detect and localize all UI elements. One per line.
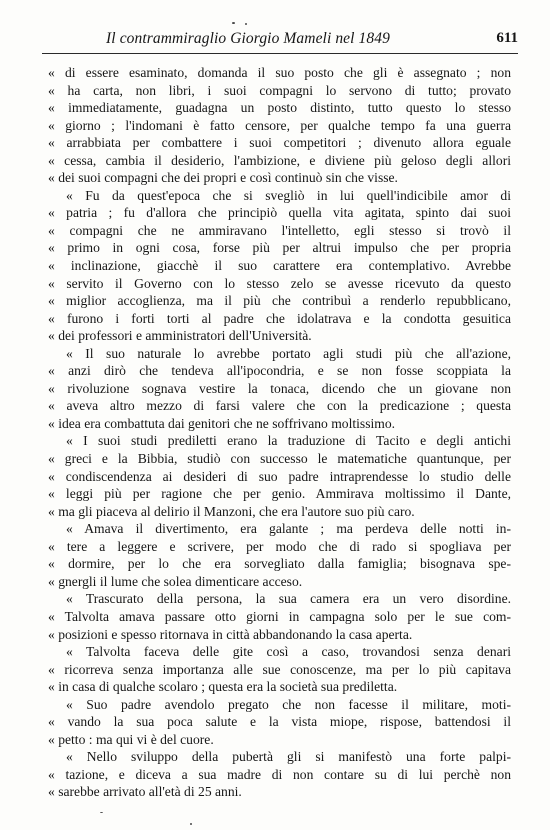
text-line: « anzi dirò che tendeva all'ipocondria, e se non fosse scoppiata la xyxy=(48,363,511,379)
text-line: « inclinazione, giacchè il suo carattere era contemplativo. Avrebbe xyxy=(48,258,511,274)
body-text xyxy=(48,64,511,801)
text-line: « aveva altro mezzo di farsi valere che con la predicazione ; questa xyxy=(48,398,511,414)
text-line: « gnergli il lume che solea dimenticare acceso. xyxy=(48,573,303,589)
scan-speck xyxy=(232,22,235,24)
text-line: « vando la sua poca salute e la vista miope, rispose, battendosi il xyxy=(48,714,511,730)
text-line: « servito il Governo con lo stesso zelo se avesse ricevuto da questo xyxy=(48,275,511,291)
text-line: « I suoi studi prediletti erano la traduzione di Tacito e degli antichi xyxy=(66,433,511,449)
text-line: « Amava il divertimento, era galante ; ma perdeva delle notti in- xyxy=(66,521,511,537)
text-line: « giorno ; l'indomani è fatto censore, per qualche tempo fa una guerra xyxy=(48,117,511,133)
text-line: « Nello sviluppo della pubertà gli si manifestò una forte palpi- xyxy=(66,749,511,765)
text-line: « Suo padre avendolo pregato che non facesse il militare, moti- xyxy=(66,696,511,712)
text-line: « Talvolta faceva delle gite così a caso, trovandosi senza denari xyxy=(66,644,511,660)
scan-speck xyxy=(100,812,103,813)
text-line: « Talvolta amava passare otto giorni in campagna solo per le sue com- xyxy=(48,608,511,624)
running-title: Il contrammiraglio Giorgio Mameli nel 1849 xyxy=(106,30,390,47)
running-header xyxy=(40,26,518,54)
text-line: « miglior accoglienza, ma il più che contribuì a renderlo repubblicano, xyxy=(48,293,511,309)
text-line: « dei suoi compagni che dei propri e così continuò sin che visse. xyxy=(48,170,398,186)
text-line: « condiscendenza ai desideri di suo padre intraprendesse lo studio delle xyxy=(48,468,511,484)
page-number: 611 xyxy=(496,30,518,46)
text-line: « leggi più per ragione che per genio. Ammirava moltissimo il Dante, xyxy=(48,486,511,502)
text-line: « tere a leggere e scrivere, per modo che di rado si spogliava per xyxy=(48,538,511,554)
text-line: « sarebbe arrivato all'età di 25 anni. xyxy=(48,784,242,800)
text-line: « tazione, e diceva a sua madre di non contare su di lui perchè non xyxy=(48,766,511,782)
text-line: « ma gli piaceva al delirio il Manzoni, che era l'autore suo più caro. xyxy=(48,503,415,519)
text-line: « primo in ogni cosa, forse più per altrui impulso che per propria xyxy=(48,240,511,256)
text-line: « dei professori e amministratori dell'Università. xyxy=(48,328,312,344)
text-line: « di essere esaminato, domanda il suo posto che gli è assegnato ; non xyxy=(48,65,511,80)
text-line: « in casa di qualche scolaro ; questa era la società sua prediletta. xyxy=(48,679,398,695)
text-line: « petto : ma qui vi è del cuore. xyxy=(48,731,214,747)
text-line: « patria ; fu d'allora che principiò quella vita agitata, spinto dai suoi xyxy=(48,205,511,221)
text-line: « greci e la Bibbia, studiò con successo le matematiche quantunque, per xyxy=(48,451,511,467)
text-line: « Il suo naturale lo avrebbe portato agli studi più che all'azione, xyxy=(66,345,511,361)
text-line: « immediatamente, guadagna un posto distinto, tutto questo lo stesso xyxy=(48,100,511,116)
text-line: « ricorreva senza importanza alle sue conoscenze, ma per lo più capitava xyxy=(48,661,511,677)
text-line: « Fu da quest'epoca che si svegliò in lui quell'indicibile amor di xyxy=(66,187,511,203)
scan-speck xyxy=(245,23,247,25)
text-line: « posizioni e spesso ritornava in città abbandonando la casa aperta. xyxy=(48,626,413,642)
text-line: « rivoluzione sognava vestire la tonaca, dicendo che un giovane non xyxy=(48,380,511,396)
text-line: « ha carta, non libri, i suoi compagni lo servono di tutto; provato xyxy=(48,82,511,98)
text-line: « dormire, per lo che era sorvegliato dalla famiglia; bisognava spe- xyxy=(48,556,511,572)
scan-speck xyxy=(190,823,192,825)
header-rule xyxy=(42,53,518,54)
text-line: « idea era combattuta dai genitori che ne soffrivano moltissimo. xyxy=(48,415,396,431)
text-line: « furono i forti torti al padre che idolatrava e la condotta gesuitica xyxy=(48,310,511,326)
text-line: « cessa, cambia il desiderio, l'ambizione, e diviene più geloso degli allori xyxy=(48,152,511,168)
text-line: « Trascurato della persona, la sua camera era un vero disordine. xyxy=(66,591,511,607)
text-line: « arrabbiata per combattere i suoi competitori ; divenuto allora eguale xyxy=(48,135,511,151)
text-line: « compagni che ne ammiravano l'intelletto, egli stesso si trovò il xyxy=(48,222,511,238)
